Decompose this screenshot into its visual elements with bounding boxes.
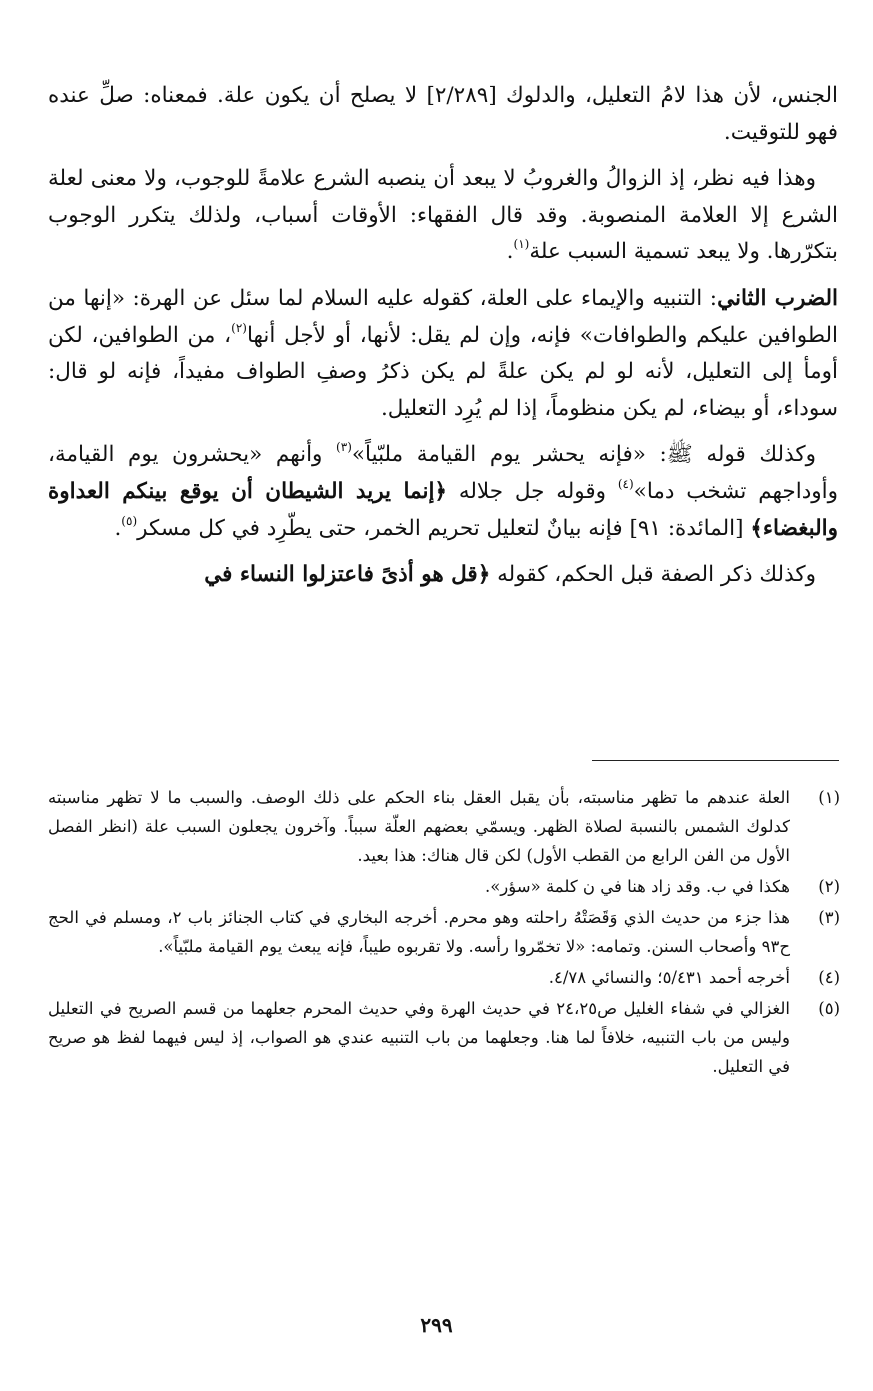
paragraph-2 bbox=[48, 161, 838, 271]
paragraph-1 bbox=[48, 78, 838, 151]
footnote-3 bbox=[48, 903, 840, 961]
quran-verse-1: ﴿إنما يريد الشيطان أن يوقع بينكم العداوة والبغضاء﴾ bbox=[48, 478, 838, 541]
section-heading: الضرب الثاني bbox=[717, 285, 838, 311]
footnote-1 bbox=[48, 783, 840, 870]
footnote-text: أخرجه أحمد ٥/٤٣١؛ والنسائي ٤/٧٨. bbox=[548, 968, 790, 987]
paragraph-5 bbox=[48, 557, 838, 594]
page-number: ٢٩٩ bbox=[420, 1313, 453, 1337]
footnote-ref-4[interactable]: (٤) bbox=[617, 476, 634, 491]
footnote-number: (٤) bbox=[818, 968, 840, 987]
paragraph-4-text-c: وقوله جل جلاله bbox=[447, 478, 618, 504]
footnotes bbox=[48, 783, 840, 1083]
paragraph-4-text-b: وأنهم «يحشرون يوم القيامة، وأوداجهم تشخب دما» bbox=[48, 442, 839, 504]
footnote-ref-5[interactable]: (٥) bbox=[121, 513, 138, 528]
paragraph-4 bbox=[48, 437, 838, 547]
footnote-number: (٣) bbox=[818, 908, 840, 927]
footnote-number: (٥) bbox=[818, 999, 840, 1018]
main-text bbox=[48, 78, 838, 604]
footnote-ref-2[interactable]: (٢) bbox=[231, 320, 247, 335]
paragraph-4-text-a: وكذلك قوله ﷺ: «فإنه يحشر يوم القيامة ملبّياً» bbox=[351, 442, 816, 468]
footnote-text: هكذا في ب. وقد زاد هنا في ن كلمة «سؤر». bbox=[484, 877, 790, 896]
paragraph-2-text: وهذا فيه نظر، إذ الزوالُ والغروبُ لا يبعد أن ينصبه الشرع علامةً للوجوب، ولا معنى لعلة الشرع إلا العلامة المنصوبة. وقد قال الفقهاء: الأوقات أسباب، ولذلك يتكرر الوجوب بتكرّرها. ولا يبعد تسمية السبب علة bbox=[48, 166, 838, 265]
footnote-ref-3[interactable]: (٣) bbox=[336, 440, 352, 455]
paragraph-3-text-b: ، من الطوافين، لكن أومأ إلى التعليل، لأنه لو لم يكن علةً لم يكن ذكرُ وصفِ الطواف مفيداً، فإنه لو قال: سوداء، أو بيضاء، لم يكن منظوماً، إذا لم يُرِد التعليل. bbox=[48, 322, 838, 421]
footnote-separator bbox=[592, 760, 839, 761]
footnote-4 bbox=[48, 963, 840, 992]
paragraph-3-text-a: : التنبيه والإيماء على العلة، كقوله عليه السلام لما سئل عن الهرة: «إنها من الطوافين عليكم والطوافات» فإنه، وإن لم يقل: لأنها، أو لأجل أنها bbox=[48, 285, 838, 348]
paragraph-2-end: . bbox=[506, 239, 514, 265]
footnote-number: (٢) bbox=[818, 877, 840, 896]
footnote-text: الغزالي في شفاء الغليل ص٢٤،٢٥ في حديث الهرة وفي حديث المحرم جعلهما من قسم الصريح في التعليل وليس من باب التنبيه، خلافاً لما هنا. وجعلهما من باب التنبيه عندي هو الصواب، إذ ليس فيهما لفظ هو صريح في التعليل. bbox=[48, 999, 790, 1076]
footnote-number: (١) bbox=[818, 788, 840, 807]
footnote-ref-1[interactable]: (١) bbox=[513, 237, 530, 252]
paragraph-4-text-d: [المائدة: ٩١] فإنه بيانٌ لتعليل تحريم الخمر، حتى يطّرِد في كل مسكر bbox=[137, 515, 751, 541]
footnote-text: العلة عندهم ما تظهر مناسبته، بأن يقبل العقل بناء الحكم على ذلك الوصف. والسبب ما لا تظهر مناسبته كدلوك الشمس بالنسبة لصلاة الظهر. ويسمّي بعضهم العلّة سبباً. وآخرون يجعلون السبب علة (انظر الفصل الأول من الفن الرابع من القطب الأول) لكن قال هناك: هذا بعيد. bbox=[48, 788, 790, 865]
paragraph-1-text: الجنس، لأن هذا لامُ التعليل، والدلوك [٢/٢٨٩] لا يصلح أن يكون علة. فمعناه: صلِّ عنده فهو للتوقيت. bbox=[48, 83, 838, 145]
quran-verse-2: ﴿قل هو أذىً فاعتزلوا النساء في bbox=[204, 562, 491, 588]
footnote-2 bbox=[48, 872, 840, 901]
paragraph-4-end: . bbox=[114, 515, 122, 541]
paragraph-3 bbox=[48, 281, 838, 427]
footnote-text: هذا جزء من حديث الذي وَقَصَتْهُ راحلته وهو محرم. أخرجه البخاري في كتاب الجنائز باب ٢، ومسلم في الحج ح٩٣ وأصحاب السنن. وتمامه: «لا تخمّروا رأسه. ولا تقربوه طيباً، فإنه يبعث يوم القيامة ملبّياً». bbox=[48, 908, 790, 956]
footnote-5 bbox=[48, 994, 840, 1081]
paragraph-5-text-a: وكذلك ذكر الصفة قبل الحكم، كقوله bbox=[490, 562, 816, 588]
